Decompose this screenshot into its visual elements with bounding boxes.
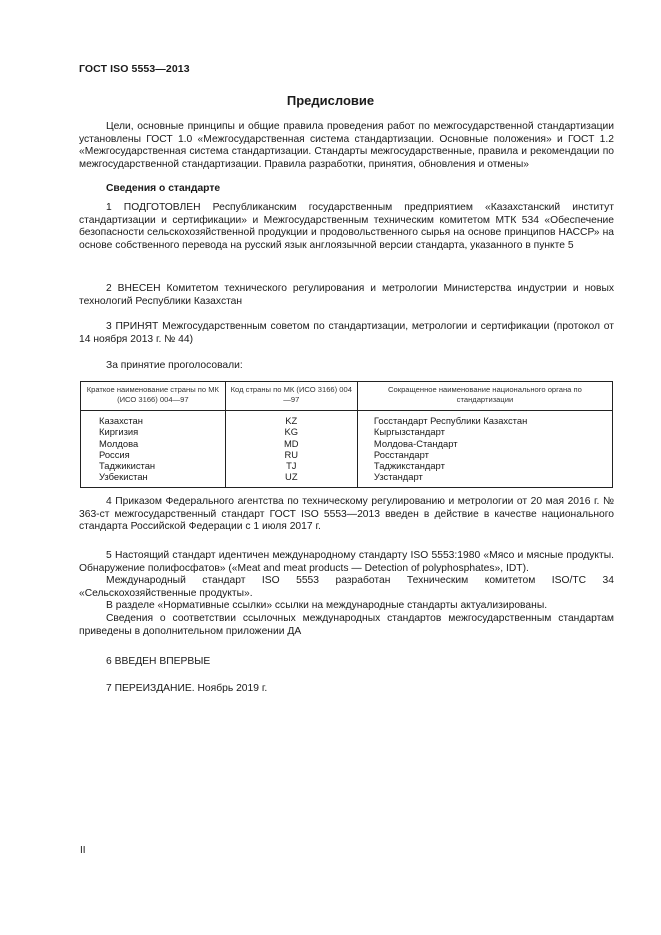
item-3-text: 3 ПРИНЯТ Межгосударственным советом по стандартизации, метрологии и сертификации (протокол от 14 ноября 2013 г. № 44)	[79, 321, 614, 345]
table-cell: Таджикстандарт	[373, 460, 445, 472]
table-cell: Таджикистан	[99, 460, 156, 472]
intro-text: Цели, основные принципы и общие правила проведения работ по межгосударственной стандартизации установлены ГОСТ 1.0 «Межгосударственная система стандартизации. Основные положения» и ГОСТ 1.2 «Межгосударственная система стандартизации. Стандарты межгосударственные, правила и рекомендации по межгосударственной стандартизации. Правила разработки, принятия, обновления и отмены»	[79, 121, 614, 170]
table-cell: UZ	[285, 471, 298, 483]
body-column	[357, 411, 612, 488]
table-cell: Молдова	[99, 437, 139, 449]
item-5	[79, 550, 614, 638]
item-2	[79, 283, 614, 308]
table-cell: Молдова-Стандарт	[373, 437, 458, 449]
section-heading: Сведения о стандарте	[106, 183, 221, 194]
table-header-code: Код страны по МК (ИСО 3166) 004—97	[225, 382, 357, 411]
table-cell: KZ	[285, 415, 298, 426]
table-cell: Казахстан	[99, 415, 143, 426]
table-header-country: Краткое наименование страны по МК (ИСО 3166) 004—97	[81, 382, 226, 411]
item-1	[79, 202, 614, 252]
table-cell: Госстандарт Республики Казахстан	[373, 415, 528, 426]
table-cell: TJ	[286, 460, 297, 472]
item-5-paragraph: Международный стандарт ISO 5553 разработан Техническим комитетом ISO/TC 34 «Сельскохозяйственные продукты».	[79, 575, 614, 599]
voting-table	[80, 381, 613, 488]
item-2-text: 2 ВНЕСЕН Комитетом технического регулирования и метрологии Министерства индустрии и новых технологий Республики Казахстан	[79, 283, 614, 307]
document-header: ГОСТ ISO 5553—2013	[79, 63, 190, 75]
table-cell: Россия	[99, 448, 130, 460]
table-cell: Кыргызстандарт	[373, 426, 445, 438]
table-cell: MD	[284, 437, 299, 449]
item-5-text: 5 Настоящий стандарт идентичен международному стандарту ISO 5553:1980 «Мясо и мясные продукты. Обнаружение полифосфатов» («Meat and meat products — Detection of polyphosphates», IDT).	[79, 550, 614, 574]
page-number: II	[80, 845, 86, 856]
page-title: Предисловие	[286, 93, 375, 108]
item-5-paragraph: Сведения о соответствии ссылочных международных стандартов межгосударственным стандартам приведены в дополнительном приложении ДА	[79, 612, 614, 637]
table-header-body: Сокращенное наименование национального органа по стандартизации	[357, 382, 612, 411]
code-column	[225, 411, 357, 488]
item-7: 7 ПЕРЕИЗДАНИЕ. Ноябрь 2019 г.	[106, 683, 268, 694]
table-cell: Росстандарт	[373, 448, 429, 460]
item-4-text: 4 Приказом Федерального агентства по техническому регулированию и метрологии от 20 мая 2016 г. № 363-ст межгосударственный стандарт ГОСТ ISO 5553—2013 введен в действие в качестве национального стандарта Российской Федерации с 1 июля 2017 г.	[79, 496, 614, 533]
voted-label: За принятие проголосовали:	[106, 360, 243, 371]
item-1-text: 1 ПОДГОТОВЛЕН Республиканским государственным предприятием «Казахстанский институт стандартизации и сертификации» и Межгосударственным техническим комитетом МТК 534 «Обеспечение безопасности сельскохозяйственной продукции и продовольственного сырья на основе принципов НАССР» на основе собственного перевода на русский язык англоязычной версии стандарта, указанного в пункте 5	[79, 202, 614, 251]
table-cell: RU	[284, 448, 299, 460]
item-6: 6 ВВЕДЕН ВПЕРВЫЕ	[106, 656, 211, 667]
table-cell: Узбекистан	[99, 471, 148, 483]
item-3	[79, 321, 614, 346]
table-cell: Узстандарт	[373, 471, 423, 483]
country-column	[81, 411, 226, 488]
item-5-paragraph: В разделе «Нормативные ссылки» ссылки на международные стандарты актуализированы.	[106, 600, 548, 612]
table-cell: Киргизия	[99, 426, 139, 438]
table-cell: KG	[284, 426, 299, 438]
intro-paragraph	[79, 121, 614, 171]
item-4	[79, 496, 614, 534]
